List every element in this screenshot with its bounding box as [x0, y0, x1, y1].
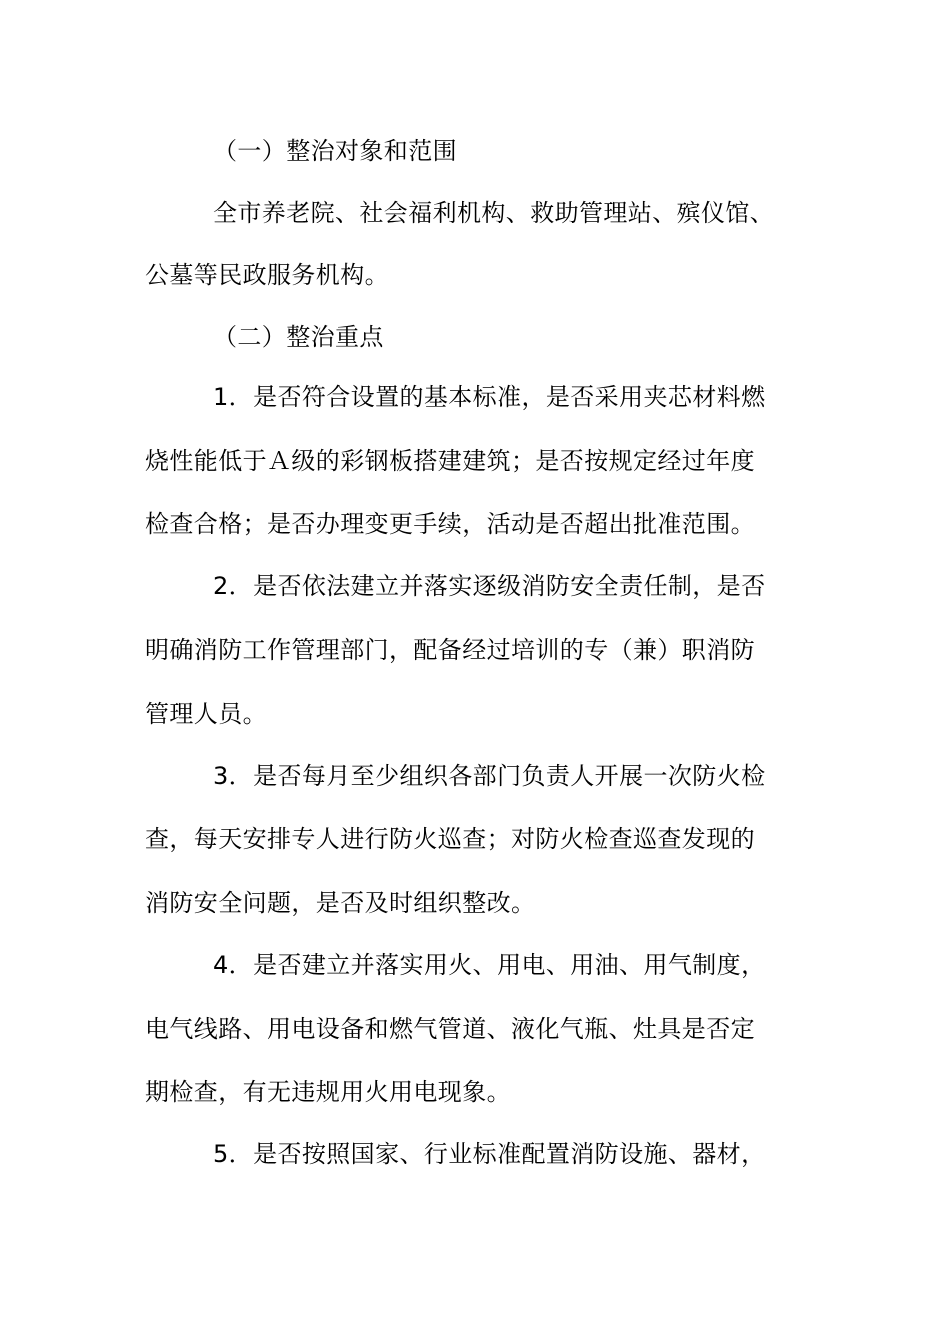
- item-4-line: 电气线路、用电设备和燃气管道、液化气瓶、灶具是否定: [145, 1015, 755, 1043]
- paragraph-line: 全市养老院、社会福利机构、救助管理站、殡仪馆、: [213, 199, 775, 227]
- item-4-line: 期检查，有无违规用火用电现象。: [145, 1078, 511, 1106]
- section-heading-1: （一）整治对象和范围: [213, 137, 457, 165]
- section-heading-2: （二）整治重点: [213, 323, 384, 351]
- item-2-line: 管理人员。: [145, 700, 267, 728]
- item-5-line: 5．是否按照国家、行业标准配置消防设施、器材，: [213, 1140, 766, 1168]
- item-4-line: 4．是否建立并落实用火、用电、用油、用气制度，: [213, 951, 766, 979]
- paragraph-line: 公墓等民政服务机构。: [145, 261, 389, 289]
- item-1-line: 1．是否符合设置的基本标准，是否采用夹芯材料燃: [213, 383, 766, 411]
- item-3-line: 3．是否每月至少组织各部门负责人开展一次防火检: [213, 762, 766, 790]
- item-2-line: 2．是否依法建立并落实逐级消防安全责任制，是否: [213, 572, 766, 600]
- item-2-line: 明确消防工作管理部门，配备经过培训的专（兼）职消防: [145, 636, 755, 664]
- item-1-line: 检查合格；是否办理变更手续，活动是否超出批准范围。: [145, 510, 755, 538]
- item-1-line: 烧性能低于Ａ级的彩钢板搭建建筑；是否按规定经过年度: [145, 447, 755, 475]
- item-3-line: 消防安全问题，是否及时组织整改。: [145, 889, 536, 917]
- item-3-line: 查，每天安排专人进行防火巡查；对防火检查巡查发现的: [145, 825, 755, 853]
